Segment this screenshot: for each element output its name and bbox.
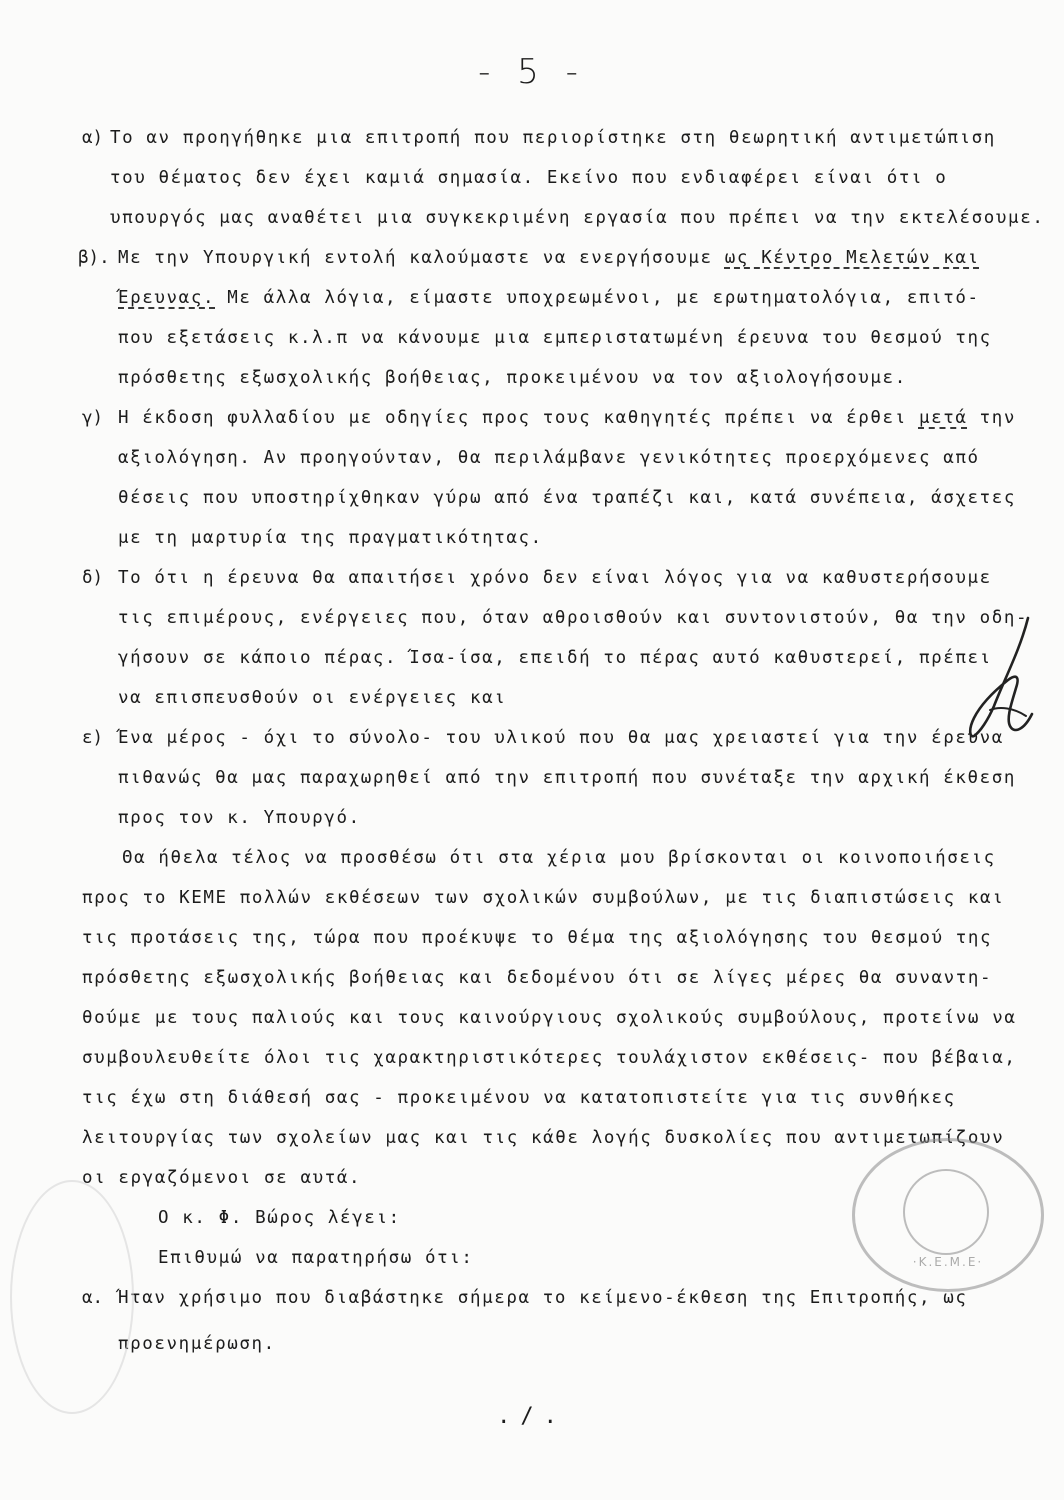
text-line: προενημέρωση. (118, 1334, 276, 1354)
item-marker-c: γ) (82, 408, 104, 428)
text-line: οι εργαζόμενοι σε αυτά. (82, 1168, 362, 1188)
text-line: τις έχω στη διάθεσή σας - προκειμένου να κατατοπιστείτε για τις συνθήκες (82, 1088, 956, 1108)
text-line: Η έκδοση φυλλαδίου με οδηγίες προς τους καθηγητές πρέπει να έρθει μετά την (118, 408, 1017, 428)
speaker-line: Ο κ. Φ. Βώρος λέγει: (158, 1208, 401, 1228)
text-line: πρόσθετης εξωσχολικής βοήθειας και δεδομένου ότι σε λίγες μέρες θα συναντη- (82, 968, 993, 988)
faded-stamp-mark (10, 1180, 134, 1414)
text-line: Θα ήθελα τέλος να προσθέσω ότι στα χέρια μου βρίσκονται οι κοινοποιήσεις (122, 848, 996, 868)
text-line: υπουργός μας αναθέτει μια συγκεκριμένη εργασία που πρέπει να την εκτελέσουμε. (110, 208, 1045, 228)
text-line: γήσουν σε κάποιο πέρας. Ίσα-ίσα, επειδή το πέρας αυτό καθυστερεί, πρέπει (118, 648, 992, 668)
item-marker-speaker-a: α. (82, 1288, 104, 1308)
seal-emblem (903, 1169, 989, 1255)
text-line: Ένα μέρος - όχι το σύνολο- του υλικού που θα μας χρειαστεί για την έρευνα (118, 728, 1004, 748)
text-line: θέσεις που υποστηρίχθηκαν γύρω από ένα τραπέζι και, κατά συνέπεια, άσχετες (118, 488, 1017, 508)
seal-text: ·Κ.Ε.Μ.Ε· (912, 1255, 984, 1269)
text-line: να επισπευσθούν οι ενέργειες και (118, 688, 507, 708)
text-line: αξιολόγηση. Αν προηγούνταν, θα περιλάμβανε γενικότητες προερχόμενες από (118, 448, 980, 468)
text-line: Με την Υπουργική εντολή καλούμαστε να ενεργήσουμε ως Κέντρο Μελετών και (118, 248, 980, 268)
text-line: συμβουλευθείτε όλοι τις χαρακτηριστικότερες τουλάχιστον εκθέσεις- που βέβαια, (82, 1048, 1017, 1068)
official-seal (852, 1138, 1044, 1292)
text-line: με τη μαρτυρία της πραγματικότητας. (118, 528, 543, 548)
text-line: θούμε με τους παλιούς και τους καινούργιους σχολικούς συμβούλους, προτείνω να (82, 1008, 1017, 1028)
text-line: Επιθυμώ να παρατηρήσω ότι: (158, 1248, 474, 1268)
text-line: πιθανώς θα μας παραχωρηθεί από την επιτροπή που συνέταξε την αρχική έκθεση (118, 768, 1017, 788)
signature-mark (960, 610, 1040, 750)
text-line: Έρευνας. Με άλλα λόγια, είμαστε υποχρεωμένοι, με ερωτηματολόγια, επιτό- (118, 288, 980, 308)
text-line: τις επιμέρους, ενέργειες που, όταν αθροισθούν και συντονιστούν, θα την οδη- (118, 608, 1029, 628)
continuation-mark: ./. (497, 1404, 567, 1429)
text-line: τις προτάσεις της, τώρα που προέκυψε το θέμα της αξιολόγησης του θεσμού της (82, 928, 993, 948)
page-number: - 5 - (478, 52, 586, 92)
underlined-phrase: Έρευνας. (118, 288, 216, 308)
text-line: Ήταν χρήσιμο που διαβάστηκε σήμερα το κείμενο-έκθεση της Επιτροπής, ως (118, 1288, 968, 1308)
text-line: Το ότι η έρευνα θα απαιτήσει χρόνο δεν είναι λόγος για να καθυστερήσουμε (118, 568, 992, 588)
text-line: που εξετάσεις κ.λ.π να κάνουμε μια εμπεριστατωμένη έρευνα του θεσμού της (118, 328, 992, 348)
item-marker-d: δ) (82, 568, 104, 588)
text-line: Το αν προηγήθηκε μια επιτροπή που περιορίστηκε στη θεωρητική αντιμετώπιση (110, 128, 996, 148)
item-marker-e: ε) (82, 728, 104, 748)
text-line: λειτουργίας των σχολείων μας και τις κάθε λογής δυσκολίες που αντιμετωπίζουν (82, 1128, 1005, 1148)
text-line: προς τον κ. Υπουργό. (118, 808, 361, 828)
item-marker-a: α) (82, 128, 104, 148)
text-line: προς το ΚΕΜΕ πολλών εκθέσεων των σχολικών συμβούλων, με τις διαπιστώσεις και (82, 888, 1005, 908)
item-marker-b: β). (78, 248, 110, 268)
underlined-phrase: μετά (918, 408, 968, 428)
text-line: πρόσθετης εξωσχολικής βοήθειας, προκειμένου να τον αξιολογήσουμε. (118, 368, 907, 388)
underlined-phrase: ως Κέντρο Μελετών και (724, 248, 980, 268)
text-line: του θέματος δεν έχει καμιά σημασία. Εκείνο που ενδιαφέρει είναι ότι ο (110, 168, 948, 188)
